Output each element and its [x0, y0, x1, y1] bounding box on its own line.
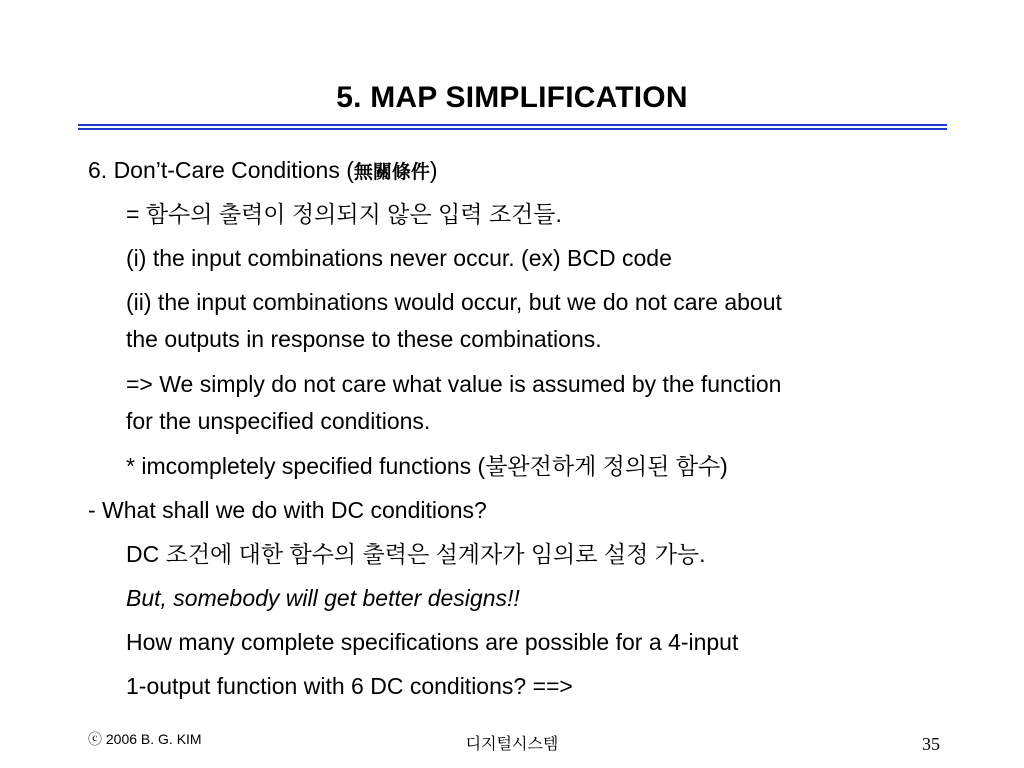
- incomplete-functions-line: * imcompletely specified functions (불완전하게 정의된 함수): [126, 453, 728, 479]
- heading-dont-care-prefix: 6. Don’t-Care Conditions (: [88, 157, 354, 183]
- implication-line-2: for the unspecified conditions.: [126, 408, 431, 434]
- footer-page-number: 35: [922, 734, 940, 754]
- heading-dont-care-suffix: ): [429, 157, 438, 183]
- case-ii-line-1: (ii) the input combinations would occur, but we do not care about: [126, 289, 782, 315]
- case-ii-line-2: the outputs in response to these combinations.: [126, 326, 602, 352]
- implication-line-1: => We simply do not care what value is assumed by the function: [126, 371, 782, 397]
- specifications-question-line-2: 1-output function with 6 DC conditions? ==>: [126, 673, 573, 699]
- dc-question-line: - What shall we do with DC conditions?: [88, 497, 487, 523]
- better-designs-line: But, somebody will get better designs!!: [126, 585, 520, 611]
- dc-answer-line: DC 조건에 대한 함수의 출력은 설계자가 임의로 설정 가능.: [126, 541, 706, 567]
- heading-dont-care: [88, 156, 438, 186]
- specifications-question-line-1: How many complete specifications are possible for a 4-input: [126, 629, 739, 655]
- heading-dont-care-hanja: 無關條件: [353, 161, 430, 183]
- title-divider-top: [78, 124, 947, 126]
- footer-course-name: 디지털시스템: [465, 736, 559, 753]
- title-divider-bottom: [78, 128, 947, 130]
- footer-copyright: ⓒ 2006 B. G. KIM: [88, 731, 202, 747]
- definition-line: = 함수의 출력이 정의되지 않은 입력 조건들.: [126, 201, 562, 227]
- slide-title: 5. MAP SIMPLIFICATION: [336, 81, 688, 114]
- case-i-line: (i) the input combinations never occur. (ex) BCD code: [126, 245, 672, 271]
